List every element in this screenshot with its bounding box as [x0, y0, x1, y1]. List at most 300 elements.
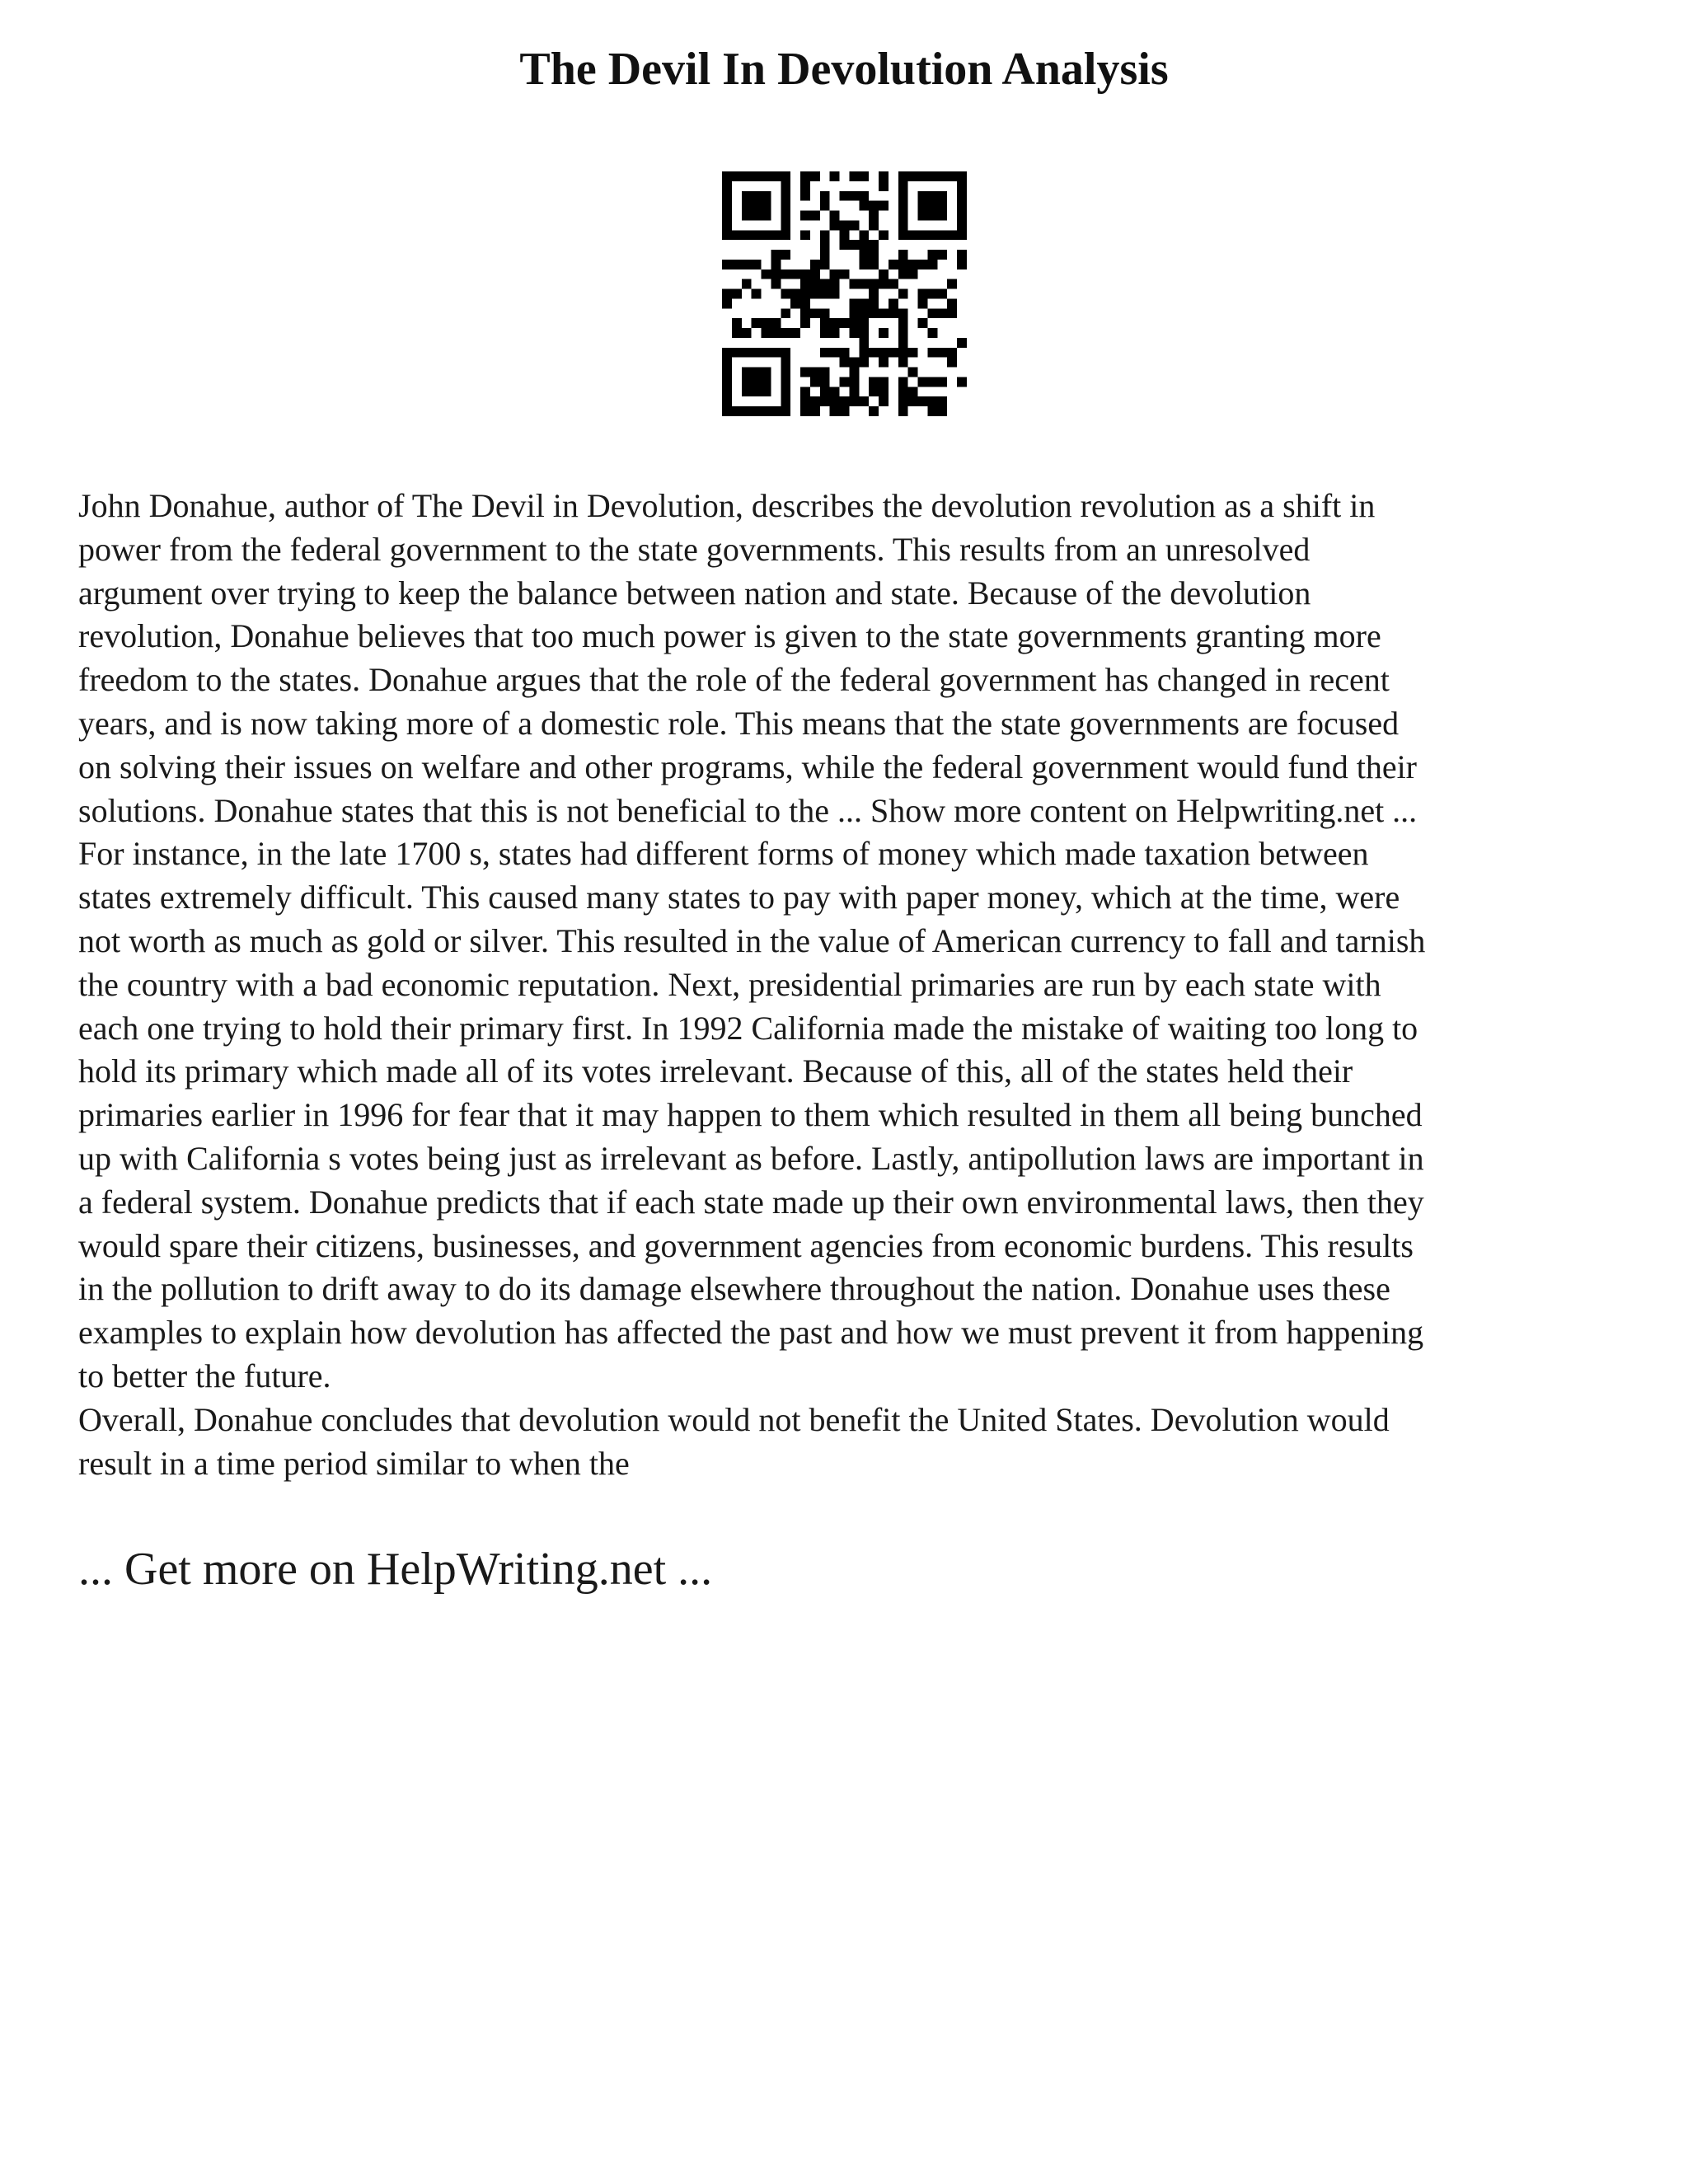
- qr-module: [742, 348, 752, 358]
- qr-module: [742, 279, 752, 289]
- qr-module: [781, 250, 790, 260]
- qr-module: [918, 377, 928, 387]
- qr-module: [898, 387, 908, 396]
- qr-module: [927, 377, 937, 387]
- qr-module: [830, 318, 840, 328]
- body-line: to better the future.: [78, 1357, 331, 1394]
- qr-module: [840, 191, 850, 201]
- qr-module: [937, 348, 947, 358]
- body-line: result in a time period similar to when the: [78, 1444, 630, 1482]
- qr-module: [879, 171, 889, 181]
- qr-module: [908, 368, 918, 377]
- qr-module: [781, 171, 790, 181]
- qr-module: [937, 191, 947, 201]
- qr-module: [820, 250, 830, 260]
- qr-module: [859, 338, 869, 348]
- qr-module: [810, 368, 820, 377]
- qr-module: [879, 377, 889, 387]
- qr-module: [810, 260, 820, 269]
- qr-module: [869, 387, 879, 396]
- qr-module: [840, 230, 850, 240]
- qr-module: [800, 171, 810, 181]
- qr-module: [889, 260, 898, 269]
- qr-module: [752, 289, 762, 299]
- qr-module: [889, 308, 898, 318]
- qr-module: [889, 298, 898, 308]
- qr-module: [898, 220, 908, 230]
- qr-module: [927, 406, 937, 416]
- qr-module: [849, 318, 859, 328]
- qr-module: [771, 230, 781, 240]
- qr-module: [771, 171, 781, 181]
- qr-module: [762, 269, 771, 279]
- qr-module: [859, 230, 869, 240]
- qr-module: [722, 230, 732, 240]
- qr-module: [762, 201, 771, 211]
- qr-module: [820, 377, 830, 387]
- qr-module: [781, 289, 790, 299]
- qr-module: [752, 230, 762, 240]
- qr-module: [781, 220, 790, 230]
- qr-module: [840, 358, 850, 368]
- qr-module: [742, 211, 752, 221]
- qr-module: [957, 338, 967, 348]
- qr-module: [800, 396, 810, 406]
- body-line: a federal system. Donahue predicts that if each state made up their own environmental laws, then they: [78, 1183, 1424, 1221]
- qr-module: [957, 201, 967, 211]
- qr-module: [810, 406, 820, 416]
- body-line: freedom to the states. Donahue argues that the role of the federal government has changed in recent: [78, 661, 1390, 699]
- qr-module: [849, 191, 859, 201]
- qr-module: [752, 406, 762, 416]
- qr-module: [869, 201, 879, 211]
- qr-module: [800, 211, 810, 221]
- qr-module: [947, 279, 957, 289]
- qr-module: [908, 269, 918, 279]
- qr-module: [800, 191, 810, 201]
- qr-module: [722, 406, 732, 416]
- qr-module: [927, 289, 937, 299]
- qr-module: [859, 191, 869, 201]
- qr-module: [957, 250, 967, 260]
- qr-module: [898, 348, 908, 358]
- qr-module: [908, 396, 918, 406]
- qr-module: [800, 308, 810, 318]
- qr-module: [879, 181, 889, 191]
- qr-module: [869, 377, 879, 387]
- qr-module: [898, 318, 908, 328]
- body-line: up with California s votes being just as irrelevant as before. Lastly, antipollution laws are important in: [78, 1139, 1424, 1177]
- qr-module: [879, 230, 889, 240]
- qr-module: [937, 377, 947, 387]
- qr-module: [830, 406, 840, 416]
- qr-module: [810, 279, 820, 289]
- qr-module: [722, 387, 732, 396]
- qr-module: [840, 348, 850, 358]
- qr-module: [918, 318, 928, 328]
- qr-module: [918, 211, 928, 221]
- qr-module: [830, 220, 840, 230]
- qr-module: [820, 240, 830, 250]
- qr-module: [820, 348, 830, 358]
- qr-module: [742, 406, 752, 416]
- qr-module: [918, 230, 928, 240]
- qr-module: [790, 328, 800, 338]
- qr-module: [762, 318, 771, 328]
- qr-module: [849, 308, 859, 318]
- body-line: the country with a bad economic reputation. Next, presidential primaries are run by each state with: [78, 965, 1381, 1003]
- qr-module: [879, 396, 889, 406]
- qr-module: [898, 260, 908, 269]
- qr-module: [869, 298, 879, 308]
- qr-module: [771, 260, 781, 269]
- qr-module: [752, 201, 762, 211]
- qr-module: [800, 318, 810, 328]
- qr-module: [957, 377, 967, 387]
- qr-module: [879, 348, 889, 358]
- body-line: examples to explain how devolution has affected the past and how we must prevent it from happening: [78, 1314, 1424, 1352]
- body-line: states extremely difficult. This caused many states to pay with paper money, which at the time, were: [78, 879, 1400, 916]
- qr-module: [879, 279, 889, 289]
- qr-module: [918, 298, 928, 308]
- qr-module: [781, 358, 790, 368]
- qr-module: [742, 368, 752, 377]
- qr-module: [762, 171, 771, 181]
- qr-module: [849, 279, 859, 289]
- qr-module: [830, 387, 840, 396]
- qr-module: [742, 171, 752, 181]
- qr-module: [830, 211, 840, 221]
- qr-module: [742, 260, 752, 269]
- qr-module: [869, 279, 879, 289]
- qr-module: [859, 358, 869, 368]
- qr-module: [732, 171, 742, 181]
- qr-module: [742, 328, 752, 338]
- qr-module: [722, 201, 732, 211]
- qr-module: [732, 328, 742, 338]
- body-line: hold its primary which made all of its votes irrelevant. Because of this, all of the states held their: [78, 1052, 1353, 1090]
- qr-module: [820, 368, 830, 377]
- qr-module: [820, 191, 830, 201]
- qr-module: [781, 181, 790, 191]
- qr-module: [908, 230, 918, 240]
- qr-module: [762, 230, 771, 240]
- qr-module: [781, 269, 790, 279]
- qr-module: [898, 250, 908, 260]
- qr-module: [879, 387, 889, 396]
- qr-module: [898, 338, 908, 348]
- qr-module: [957, 181, 967, 191]
- qr-module: [771, 279, 781, 289]
- qr-module: [820, 260, 830, 269]
- qr-module: [722, 211, 732, 221]
- qr-module: [927, 396, 937, 406]
- qr-module: [762, 406, 771, 416]
- qr-module: [762, 328, 771, 338]
- qr-module: [859, 171, 869, 181]
- qr-module: [830, 279, 840, 289]
- qr-module: [762, 191, 771, 201]
- qr-module: [771, 318, 781, 328]
- qr-module: [781, 348, 790, 358]
- qr-module: [830, 269, 840, 279]
- qr-module: [849, 220, 859, 230]
- qr-module: [859, 348, 869, 358]
- qr-module: [947, 308, 957, 318]
- qr-module: [752, 377, 762, 387]
- qr-module: [732, 230, 742, 240]
- qr-module: [840, 240, 850, 250]
- qr-module: [781, 396, 790, 406]
- qr-module: [957, 220, 967, 230]
- qr-module: [927, 211, 937, 221]
- qr-module: [849, 387, 859, 396]
- qr-module: [820, 279, 830, 289]
- qr-module: [830, 348, 840, 358]
- qr-module: [849, 240, 859, 250]
- qr-module: [849, 298, 859, 308]
- qr-module: [771, 250, 781, 260]
- qr-module: [908, 171, 918, 181]
- qr-module: [771, 269, 781, 279]
- qr-module: [800, 387, 810, 396]
- qr-module: [879, 328, 889, 338]
- qr-module: [762, 348, 771, 358]
- qr-module: [869, 220, 879, 230]
- qr-module: [722, 377, 732, 387]
- qr-module: [898, 358, 908, 368]
- qr-module: [937, 250, 947, 260]
- qr-module: [820, 230, 830, 240]
- qr-module: [937, 289, 947, 299]
- body-line: Overall, Donahue concludes that devolution would not benefit the United States. Devolution would: [78, 1400, 1390, 1438]
- qr-module: [800, 181, 810, 191]
- qr-module: [908, 348, 918, 358]
- qr-module: [742, 230, 752, 240]
- qr-module: [927, 201, 937, 211]
- qr-module: [869, 308, 879, 318]
- qr-module: [830, 328, 840, 338]
- qr-module: [898, 181, 908, 191]
- qr-module: [800, 289, 810, 299]
- qr-module: [918, 171, 928, 181]
- qr-module: [957, 211, 967, 221]
- qr-module: [762, 377, 771, 387]
- qr-module: [918, 260, 928, 269]
- qr-module: [800, 406, 810, 416]
- qr-module: [879, 308, 889, 318]
- body-line: power from the federal government to the state governments. This results from an unresolved: [78, 530, 1311, 568]
- qr-module: [957, 191, 967, 201]
- qr-module: [732, 348, 742, 358]
- qr-module: [898, 328, 908, 338]
- qr-module: [810, 377, 820, 387]
- qr-module: [781, 308, 790, 318]
- qr-module: [752, 387, 762, 396]
- qr-module: [820, 387, 830, 396]
- body-line: each one trying to hold their primary first. In 1992 California made the mistake of waiting too long to: [78, 1009, 1418, 1047]
- qr-module: [869, 240, 879, 250]
- qr-module: [722, 191, 732, 201]
- qr-module: [927, 171, 937, 181]
- qr-module: [781, 230, 790, 240]
- qr-module: [810, 211, 820, 221]
- qr-module: [732, 260, 742, 269]
- qr-module: [840, 220, 850, 230]
- qr-module: [937, 396, 947, 406]
- qr-module: [859, 279, 869, 289]
- qr-module: [722, 368, 732, 377]
- body-line: solutions. Donahue states that this is not beneficial to the ... Show more content on Helpwriting.net ...: [78, 791, 1418, 829]
- qr-module: [820, 396, 830, 406]
- qr-module: [781, 328, 790, 338]
- qr-module: [947, 298, 957, 308]
- qr-module: [927, 260, 937, 269]
- qr-module: [762, 211, 771, 221]
- body-line: in the pollution to drift away to do its damage elsewhere throughout the nation. Donahue uses these: [78, 1270, 1390, 1308]
- qr-module: [879, 201, 889, 211]
- qr-module: [800, 279, 810, 289]
- qr-module: [752, 318, 762, 328]
- qr-module: [947, 358, 957, 368]
- qr-module: [849, 396, 859, 406]
- qr-module: [722, 171, 732, 181]
- qr-module: [810, 308, 820, 318]
- qr-module: [781, 377, 790, 387]
- qr-module: [732, 289, 742, 299]
- qr-module: [820, 308, 830, 318]
- body-line: For instance, in the late 1700 s, states had different forms of money which made taxation between: [78, 835, 1369, 873]
- qr-module: [781, 211, 790, 221]
- qr-module: [830, 171, 840, 181]
- qr-module: [859, 396, 869, 406]
- qr-module: [752, 368, 762, 377]
- qr-module: [722, 289, 732, 299]
- qr-module: [830, 396, 840, 406]
- qr-module: [722, 260, 732, 269]
- qr-module: [927, 328, 937, 338]
- qr-module: [820, 328, 830, 338]
- qr-module: [898, 230, 908, 240]
- qr-module: [800, 269, 810, 279]
- qr-module: [859, 318, 869, 328]
- qr-module: [898, 406, 908, 416]
- qr-module: [771, 348, 781, 358]
- qr-module: [722, 220, 732, 230]
- qr-module: [927, 230, 937, 240]
- qr-module: [859, 308, 869, 318]
- qr-module: [869, 406, 879, 416]
- body-line: argument over trying to keep the balance between nation and state. Because of the devolution: [78, 574, 1311, 612]
- get-more-link[interactable]: ... Get more on HelpWriting.net ...: [78, 1544, 713, 1595]
- body-line: not worth as much as gold or silver. This resulted in the value of American currency to fall and tarnish: [78, 921, 1426, 959]
- qr-module: [898, 396, 908, 406]
- qr-module: [918, 191, 928, 201]
- qr-module: [840, 318, 850, 328]
- qr-module: [918, 201, 928, 211]
- body-line: primaries earlier in 1996 for fear that it may happen to them which resulted in them all being bunched: [78, 1096, 1423, 1134]
- qr-module: [771, 406, 781, 416]
- qr-module: [722, 348, 732, 358]
- qr-module: [781, 406, 790, 416]
- qr-module: [947, 230, 957, 240]
- qr-module: [820, 318, 830, 328]
- qr-module: [859, 240, 869, 250]
- qr-module: [840, 377, 850, 387]
- qr-module: [937, 201, 947, 211]
- qr-module: [742, 201, 752, 211]
- qr-module: [879, 269, 889, 279]
- qr-module: [947, 171, 957, 181]
- qr-module: [849, 358, 859, 368]
- qr-module: [732, 406, 742, 416]
- qr-module: [810, 269, 820, 279]
- qr-module: [937, 406, 947, 416]
- qr-module: [898, 201, 908, 211]
- qr-module: [937, 171, 947, 181]
- qr-module: [859, 298, 869, 308]
- qr-module: [781, 387, 790, 396]
- qr-module: [879, 358, 889, 368]
- qr-module: [771, 328, 781, 338]
- qr-module: [742, 387, 752, 396]
- qr-module: [918, 289, 928, 299]
- qr-module: [820, 201, 830, 211]
- qr-module: [781, 368, 790, 377]
- article-body: [78, 485, 1620, 1485]
- qr-module: [937, 211, 947, 221]
- qr-module: [869, 289, 879, 299]
- qr-module: [742, 191, 752, 201]
- qr-module: [722, 358, 732, 368]
- qr-module: [752, 348, 762, 358]
- qr-module: [927, 191, 937, 201]
- qr-module: [869, 211, 879, 221]
- qr-module: [722, 396, 732, 406]
- qr-module: [849, 377, 859, 387]
- qr-module: [889, 348, 898, 358]
- qr-module: [849, 368, 859, 377]
- qr-module: [898, 171, 908, 181]
- qr-module: [732, 318, 742, 328]
- qr-module: [908, 387, 918, 396]
- qr-module: [927, 348, 937, 358]
- qr-module: [927, 308, 937, 318]
- qr-module: [957, 230, 967, 240]
- qr-module: [810, 171, 820, 181]
- qr-module: [722, 298, 732, 308]
- qr-module: [752, 171, 762, 181]
- qr-module: [800, 298, 810, 308]
- qr-module: [898, 308, 908, 318]
- page-title: The Devil In Devolution Analysis: [519, 44, 1169, 95]
- qr-module: [781, 191, 790, 201]
- qr-module: [898, 211, 908, 221]
- qr-module: [830, 289, 840, 299]
- body-line: John Donahue, author of The Devil in Devolution, describes the devolution revolution as a shift in: [78, 487, 1376, 524]
- qr-module: [800, 230, 810, 240]
- qr-module: [937, 308, 947, 318]
- qr-module: [810, 289, 820, 299]
- body-line: would spare their citizens, businesses, and government agencies from economic burdens. This results: [78, 1226, 1414, 1264]
- qr-module: [781, 201, 790, 211]
- qr-module: [859, 201, 869, 211]
- qr-module: [849, 328, 859, 338]
- qr-module: [947, 348, 957, 358]
- qr-module: [898, 289, 908, 299]
- qr-module: [790, 289, 800, 299]
- body-line: years, and is now taking more of a domestic role. This means that the state governments are focused: [78, 704, 1400, 742]
